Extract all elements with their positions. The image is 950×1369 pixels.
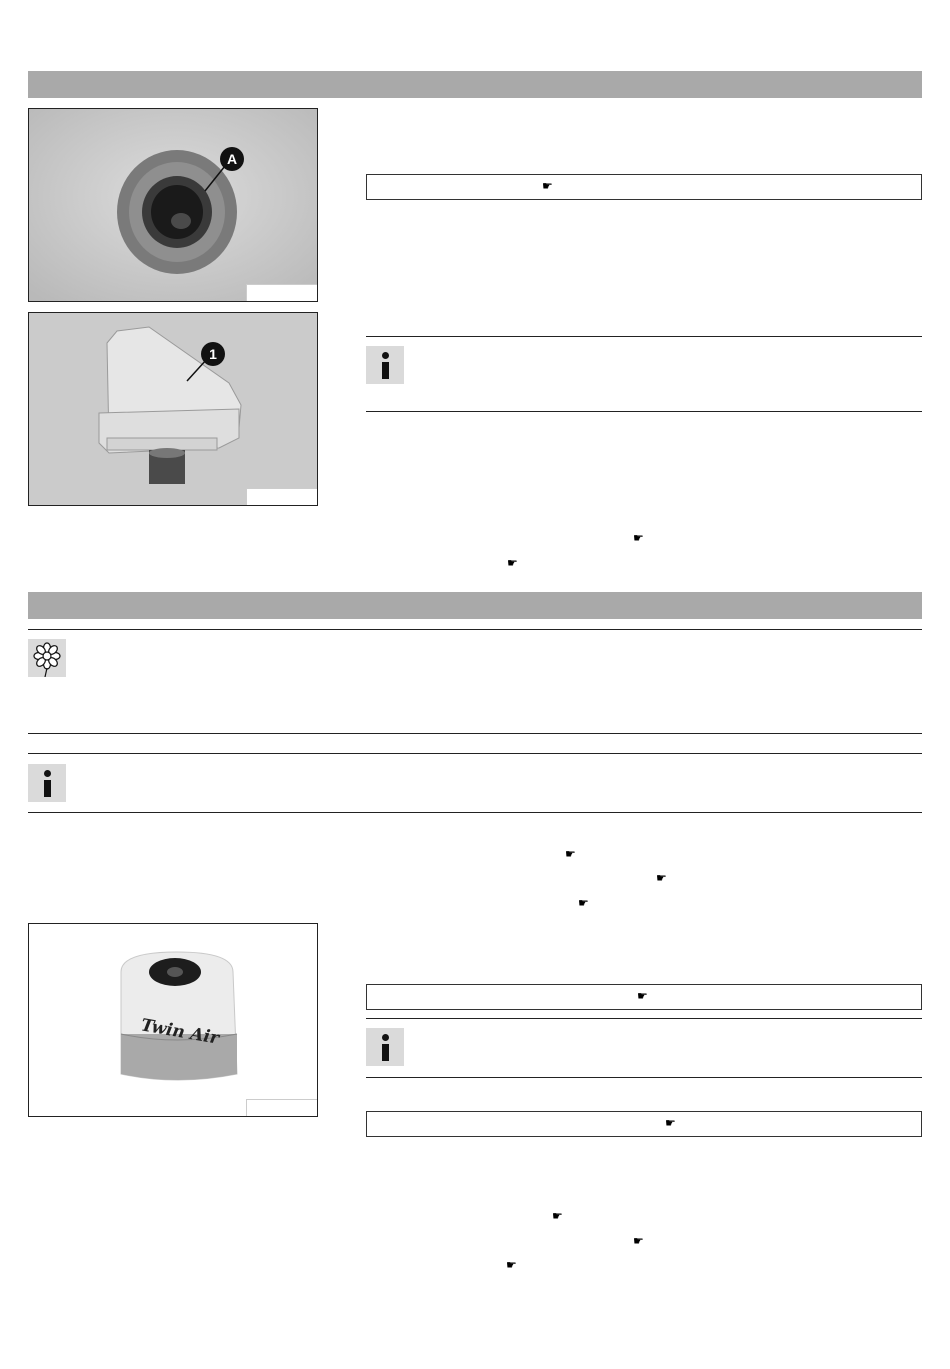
pointing-hand-icon: ☛: [506, 1258, 517, 1272]
reference-box: [366, 1111, 922, 1137]
section-header-bar: [28, 71, 922, 98]
environment-divider-top: [28, 629, 922, 630]
info-icon-dot: [382, 352, 389, 359]
pointing-hand-icon: ☛: [665, 1116, 676, 1130]
pointing-hand-icon: ☛: [552, 1209, 563, 1223]
info-icon: [28, 764, 66, 802]
pointing-hand-icon: ☛: [542, 179, 553, 193]
pointing-hand-icon: ☛: [565, 847, 576, 861]
figure-air-filter-cover: [28, 312, 318, 506]
pointing-hand-icon: ☛: [656, 871, 667, 885]
air-filter-cover-photo: [29, 313, 318, 506]
flower-icon: [28, 639, 66, 677]
info-icon: [366, 1028, 404, 1066]
info-icon-stem: [382, 1044, 389, 1061]
pointing-hand-icon: ☛: [578, 896, 589, 910]
air-filter-top-photo: [29, 109, 318, 302]
environment-divider-bottom: [28, 733, 922, 734]
callout-a: A: [226, 151, 238, 167]
foam-air-filter-photo: [29, 924, 318, 1117]
info-divider-top: [366, 1018, 922, 1019]
figure-foam-air-filter: [28, 923, 318, 1117]
pointing-hand-icon: ☛: [633, 531, 644, 545]
flower-icon-graphic: [28, 639, 66, 677]
section-header-bar: [28, 592, 922, 619]
info-icon-dot: [382, 1034, 389, 1041]
figure-label-box: [246, 284, 317, 301]
info-icon: [366, 346, 404, 384]
figure-label-box: [246, 1099, 317, 1116]
filter-brand-logo: Twin Air: [139, 1015, 221, 1049]
pointing-hand-icon: ☛: [637, 989, 648, 1003]
pointing-hand-icon: ☛: [633, 1234, 644, 1248]
info-divider-bottom: [366, 1077, 922, 1078]
info-icon-dot: [44, 770, 51, 777]
callout-1: 1: [209, 346, 217, 362]
reference-box: [366, 174, 922, 200]
info-divider-top: [28, 753, 922, 754]
info-divider-top: [366, 336, 922, 337]
info-icon-stem: [44, 780, 51, 797]
info-icon-stem: [382, 362, 389, 379]
info-divider-bottom: [366, 411, 922, 412]
info-divider-bottom: [28, 812, 922, 813]
figure-air-filter-top: [28, 108, 318, 302]
figure-label-box: [246, 488, 317, 505]
pointing-hand-icon: ☛: [507, 556, 518, 570]
reference-box: [366, 984, 922, 1010]
